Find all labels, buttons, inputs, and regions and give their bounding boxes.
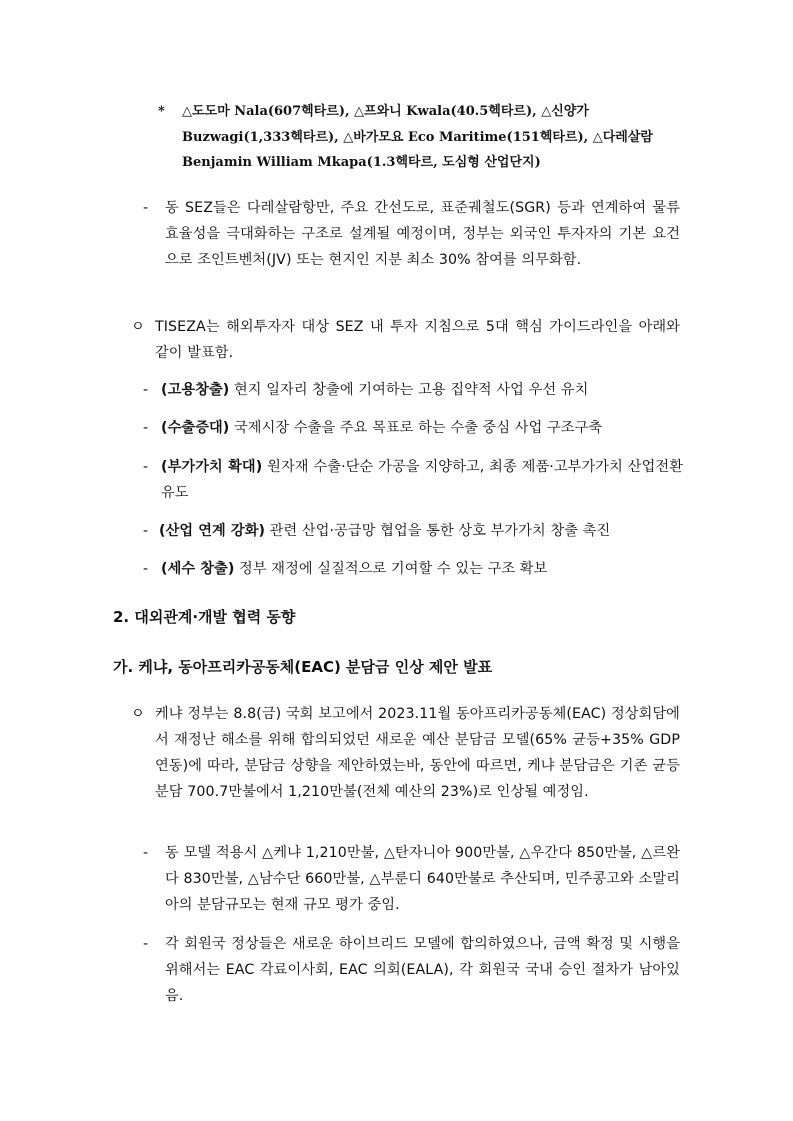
star-bullet: * <box>158 104 165 119</box>
guideline-text: 정부 재정에 실질적으로 기여할 수 있는 구조 확보 <box>234 561 548 577</box>
guideline-label: (세수 창출) <box>161 561 235 577</box>
dash-bullet: - <box>143 200 149 216</box>
guideline-label: (수출증대) <box>161 420 230 436</box>
sez-paragraph-text: 동 SEZ들은 다레살람항만, 주요 간선도로, 표준궤철도(SGR) 등과 연계하여 물류 효율성을 극대화하는 구조로 설계될 예정이며, 정부는 외국인 투자자의 기본 요건으로 조인트벤처(JV) 또는 현지인 지분 최소 30% 참여를 의무화함. <box>165 200 680 268</box>
guideline-item <box>143 415 683 441</box>
guideline-item <box>143 454 683 506</box>
guideline-label: (부가가치 확대) <box>161 459 263 475</box>
dash-bullet: - <box>143 845 149 861</box>
dash-bullet: - <box>143 523 149 539</box>
guideline-text: 국제시장 수출을 주요 목표로 하는 수출 중심 사업 구조구축 <box>229 420 603 436</box>
model-paragraph <box>143 840 680 918</box>
guideline-text: 관련 산업·공급망 협업을 통한 상호 부가가치 창출 촉진 <box>265 523 611 539</box>
kenya-paragraph-text: 케냐 정부는 8.8(금) 국회 보고에서 2023.11월 동아프리카공동체(EAC) 정상회담에서 재정난 해소를 위해 합의되었던 새로운 예산 분담금 모델(65% 균등+35% GDP 연동)에 따라, 분담금 상향을 제안하였는바, 동안에 따르면, 케냐 분담금은 기존 균등분담 700.7만불에서 1,210만불(전체 예산의 23%)로 인상될 예정임. <box>155 706 680 800</box>
subsection-heading: 가. 케냐, 동아프리카공동체(EAC) 분담금 인상 제안 발표 <box>113 658 493 676</box>
circle-bullet: ㅇ <box>131 706 145 722</box>
dash-bullet: - <box>143 936 149 952</box>
tiseza-paragraph <box>131 314 680 366</box>
kenya-paragraph <box>131 701 680 805</box>
dash-bullet: - <box>143 561 149 577</box>
guideline-item <box>143 377 683 403</box>
member-paragraph-text: 각 회원국 정상들은 새로운 하이브리드 모델에 합의하였으나, 금액 확정 및 시행을 위해서는 EAC 각료이사회, EAC 의회(EALA), 각 회원국 국내 승인 절차가 남아있음. <box>165 936 680 1004</box>
guideline-text: 원자재 수출·단순 가공을 지양하고, 최종 제품·고부가가치 산업전환 유도 <box>161 459 683 501</box>
dash-bullet: - <box>143 420 149 436</box>
star-item-text: △도도마 Nala(607헥타르), △프와니 Kwala(40.5헥타르), △신양가 Buzwagi(1,333헥타르), △바가모요 Eco Maritime(151헥타르), △다레살람 Benjamin William Mkapa(1.3헥타르, 도심형 산업단지) <box>182 104 653 170</box>
dash-bullet: - <box>143 459 149 475</box>
guideline-text: 현지 일자리 창출에 기여하는 고용 집약적 사업 우선 유치 <box>229 382 589 398</box>
section-heading: 2. 대외관계·개발 협력 동향 <box>113 608 296 626</box>
guideline-label: (산업 연계 강화) <box>159 523 266 539</box>
member-paragraph <box>143 931 680 1009</box>
guideline-item <box>143 518 683 544</box>
model-paragraph-text: 동 모델 적용시 △케냐 1,210만불, △탄자니아 900만불, △우간다 850만불, △르완다 830만불, △남수단 660만불, △부룬디 640만불로 추산되며, 민주콩고와 소말리아의 분담규모는 현재 규모 평가 중임. <box>165 845 680 913</box>
dash-bullet: - <box>143 382 149 398</box>
star-item <box>158 99 693 176</box>
tiseza-paragraph-text: TISEZA는 해외투자자 대상 SEZ 내 투자 지침으로 5대 핵심 가이드라인을 아래와 같이 발표함. <box>155 319 680 361</box>
guideline-label: (고용창출) <box>161 382 230 398</box>
sez-paragraph <box>143 195 680 273</box>
circle-bullet: ㅇ <box>131 319 145 335</box>
guideline-item <box>143 556 683 582</box>
